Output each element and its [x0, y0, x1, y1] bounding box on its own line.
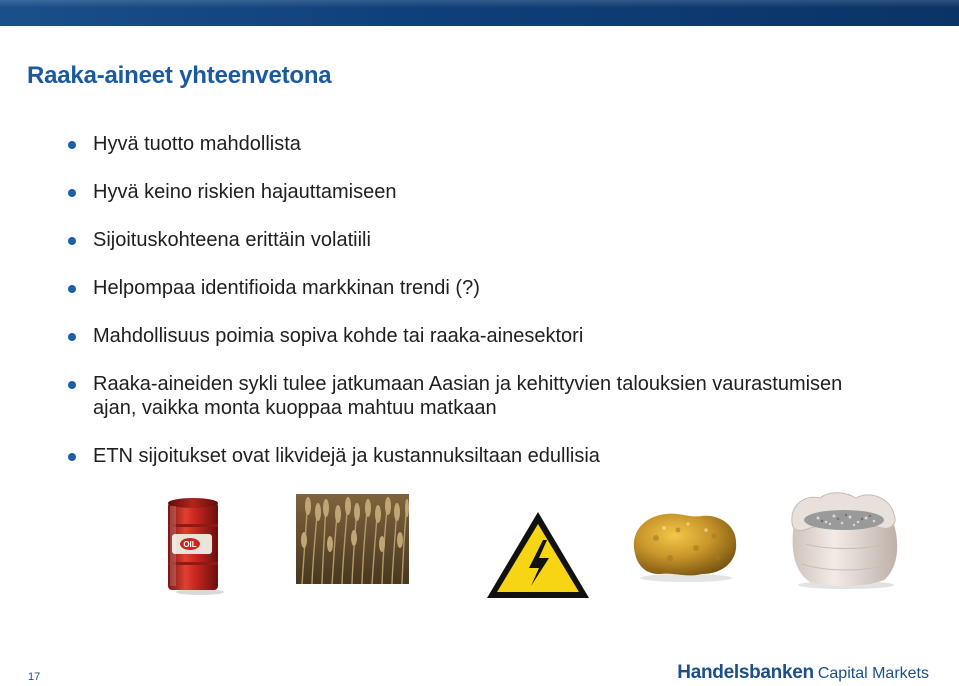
bullet-item: [68, 276, 888, 300]
bullet-dot-icon: [68, 453, 76, 461]
bullet-dot-icon: [68, 381, 76, 389]
header-bar-shine: [0, 0, 959, 8]
bullet-item: [68, 228, 888, 252]
electric-hazard-sign-image: [485, 510, 591, 602]
bullet-text: Mahdollisuus poimia sopiva kohde tai raaka-ainesektori: [93, 325, 584, 347]
bullet-dot-icon: [68, 141, 76, 149]
bullet-dot-icon: [68, 333, 76, 341]
bullet-dot-icon: [68, 189, 76, 197]
grain-sack-image: [786, 488, 902, 590]
bullet-text: Sijoituskohteena erittäin volatiili: [93, 229, 371, 251]
bullet-dot-icon: [68, 237, 76, 245]
commodity-images: [0, 488, 959, 598]
slide-title: Raaka-aineet yhteenvetona: [27, 62, 332, 89]
brand-logo: [677, 662, 929, 684]
bullet-text: Helpompaa identifioida markkinan trendi (?): [93, 277, 480, 299]
oil-barrel-image: [162, 496, 226, 596]
brand-suffix: Capital Markets: [817, 665, 929, 682]
barrel-label-text: OIL: [183, 540, 197, 549]
bullet-item: [68, 132, 888, 156]
bullet-text: Raaka-aineiden sykli tulee jatkumaan Aasian ja kehittyvien talouksien vaurastumisen ajan, vaikka monta kuoppaa mahtuu matkaan: [93, 373, 843, 419]
header-bar: [0, 0, 959, 26]
brand-name: Handelsbanken: [677, 662, 814, 683]
gold-nugget-image: [626, 508, 742, 584]
bullet-item: [68, 180, 888, 204]
bullet-list: [68, 128, 888, 468]
bullet-text: ETN sijoitukset ovat likvidejä ja kustannuksiltaan edullisia: [93, 445, 600, 467]
wheat-field-image: [296, 494, 409, 584]
bullet-dot-icon: [68, 285, 76, 293]
bullet-text: Hyvä tuotto mahdollista: [93, 133, 301, 155]
page-number: 17: [28, 671, 41, 683]
bullet-item: [68, 324, 888, 348]
bullet-item: [68, 372, 888, 420]
bullet-text: Hyvä keino riskien hajauttamiseen: [93, 181, 397, 203]
bullet-item: [68, 444, 888, 468]
